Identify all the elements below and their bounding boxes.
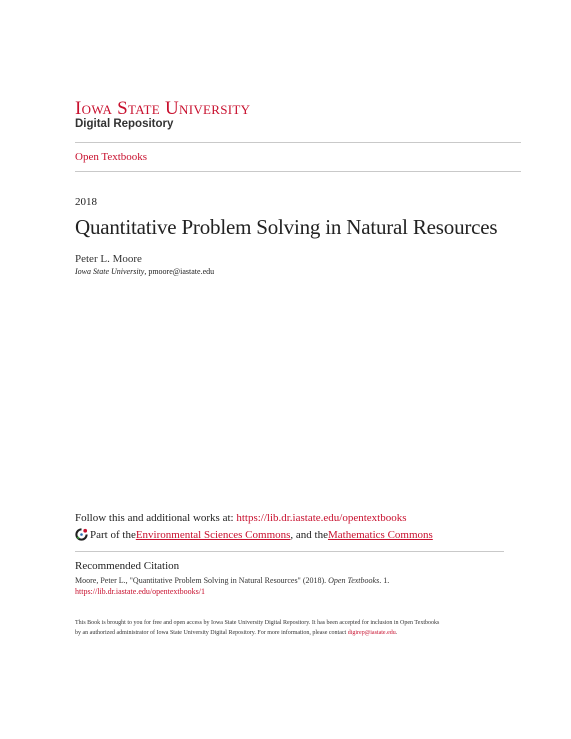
repository-name: Digital Repository [75, 118, 174, 130]
citation-suffix: . 1. [379, 576, 390, 585]
author-affiliation [75, 267, 214, 276]
follow-line [75, 512, 407, 524]
access-line-2: by an authorized administrator of Iowa State University Digital Repository. For more information, please contact [75, 630, 348, 636]
citation-prefix: Moore, Peter L., "Quantitative Problem Solving in Natural Resources" (2018). [75, 576, 329, 585]
citation-heading: Recommended Citation [75, 560, 180, 572]
access-line-1: This Book is brought to you for free and open access by Iowa State University Digital Repository. It has been accepted for inclusion in Open Textbooks [75, 620, 440, 626]
environmental-sciences-commons-link[interactable]: Environmental Sciences Commons [135, 528, 291, 541]
follow-link[interactable]: https://lib.dr.iastate.edu/opentextbooks [236, 512, 407, 524]
mathematics-commons-link[interactable]: Mathematics Commons [328, 528, 433, 541]
divider-top [75, 142, 521, 143]
part-of-label: Part of the [90, 528, 136, 541]
access-line-2-end: . [395, 630, 398, 636]
divider-collection [75, 171, 521, 172]
and-the-label: , and the [290, 528, 328, 541]
network-commons-icon [75, 528, 88, 541]
part-of-line [75, 528, 433, 541]
publication-year: 2018 [75, 196, 97, 208]
citation-series: Open Textbooks [328, 576, 380, 585]
author-email: , pmoore@iastate.edu [144, 267, 215, 276]
contact-email-link[interactable]: digirep@iastate.edu [347, 630, 396, 636]
citation-text [75, 575, 389, 597]
divider-citation [75, 551, 504, 552]
access-statement [75, 618, 439, 638]
university-name: Iowa State University [75, 98, 251, 119]
affiliation-institution: Iowa State University [75, 267, 145, 276]
university-logo[interactable] [75, 99, 250, 131]
follow-label: Follow this and additional works at: [75, 512, 237, 524]
book-title: Quantitative Problem Solving in Natural Resources [75, 215, 498, 239]
citation-link[interactable]: https://lib.dr.iastate.edu/opentextbooks/1 [75, 587, 205, 596]
collection-link[interactable]: Open Textbooks [75, 151, 148, 163]
author-name: Peter L. Moore [75, 253, 142, 265]
